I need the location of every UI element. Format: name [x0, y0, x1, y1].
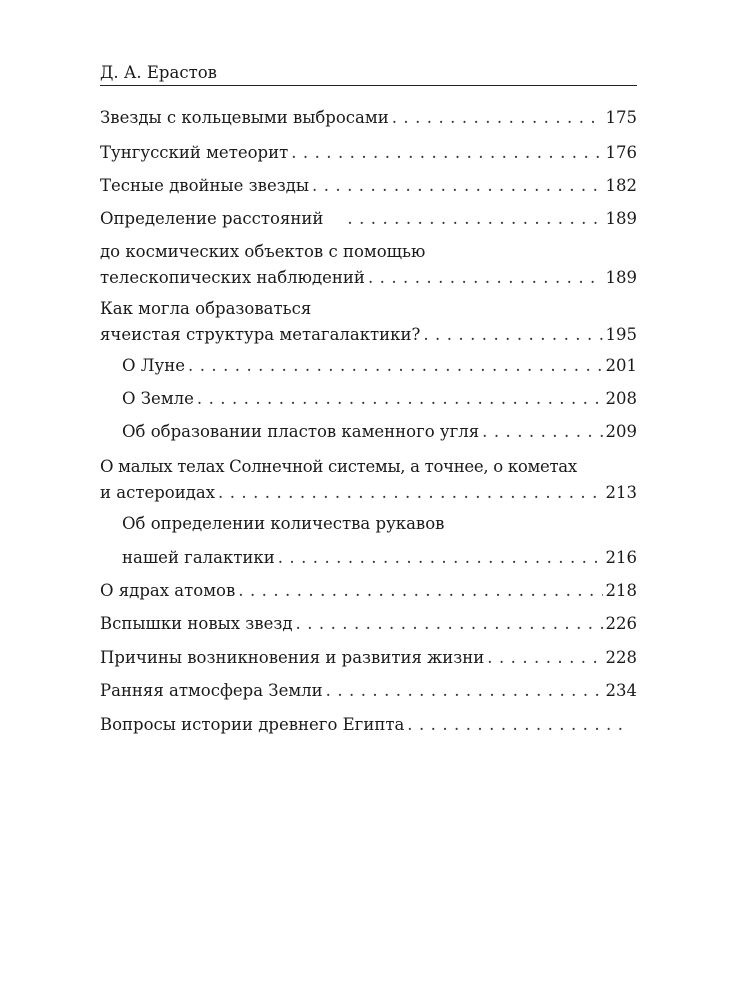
toc-entry-title: Вопросы истории древнего Египта: [100, 715, 405, 734]
toc-entry[interactable]: [100, 647, 637, 669]
toc-entry-page: 234: [605, 681, 637, 700]
toc-entry-page: 176: [605, 143, 637, 162]
toc-entry[interactable]: [122, 388, 637, 410]
dot-leader: [291, 142, 602, 164]
toc-entry-page: 175: [605, 108, 637, 127]
running-header: [100, 62, 637, 86]
toc-entry-title: телескопических наблюдений: [100, 268, 365, 287]
dot-leader: [407, 714, 627, 736]
toc-entry[interactable]: [100, 175, 637, 197]
dot-leader: [238, 580, 602, 602]
toc-entry[interactable]: [100, 241, 637, 289]
toc-entry-page: 189: [605, 268, 637, 287]
author-name: Д. А. Ерастов: [100, 63, 217, 82]
dot-leader: [278, 547, 603, 569]
toc-entry-line: до космических объектов с помощью: [100, 242, 426, 261]
dot-leader: [218, 482, 602, 504]
toc-entry[interactable]: [122, 421, 637, 443]
dot-leader: [392, 107, 603, 129]
toc-entry-title: ячеистая структура метагалактики?: [100, 325, 421, 344]
toc-entry[interactable]: [100, 142, 637, 164]
toc-entry-title: Определение расстояний: [100, 209, 324, 228]
toc-entry-title: Об образовании пластов каменного угля: [122, 422, 480, 441]
toc-entry-title: О ядрах атомов: [100, 581, 236, 600]
toc-entry-line: Как могла образоваться: [100, 299, 312, 318]
toc-entry-page: 218: [605, 581, 637, 600]
toc-entry-title: О Земле: [122, 389, 194, 408]
toc-entry-title: Вспышки новых звезд: [100, 614, 293, 633]
toc-entry-page: 201: [605, 356, 637, 375]
toc-entry-title: Звезды с кольцевыми выбросами: [100, 108, 389, 127]
toc-entry-page: 182: [605, 176, 637, 195]
dot-leader: [368, 267, 603, 289]
dot-leader: [326, 680, 603, 702]
toc-entry-title: О Луне: [122, 356, 186, 375]
toc-entry-page: 209: [605, 422, 637, 441]
toc-entry-title: и астероидах: [100, 483, 216, 502]
toc-entry-title: нашей галактики: [122, 548, 275, 567]
dot-leader: [197, 388, 603, 410]
toc-entry[interactable]: [100, 107, 637, 129]
dot-leader: [482, 421, 602, 443]
dot-leader: [296, 613, 603, 635]
dot-leader: [487, 647, 602, 669]
toc-entry-page: 195: [605, 325, 637, 344]
toc-entry-page: 226: [605, 614, 637, 633]
toc-entry[interactable]: [122, 513, 637, 569]
toc-entry-page: 208: [605, 389, 637, 408]
toc-entry[interactable]: [122, 355, 637, 377]
dot-leader: [188, 355, 602, 377]
toc-entry-page: 189: [605, 209, 637, 228]
toc-entry[interactable]: [100, 208, 637, 230]
toc-entry[interactable]: [100, 456, 637, 504]
toc-entry-page: 213: [605, 483, 637, 502]
toc-entry[interactable]: [100, 613, 637, 635]
toc-entry[interactable]: [100, 714, 637, 736]
toc-entry-title: Тунгусский метеорит: [100, 143, 289, 162]
toc-entry[interactable]: [100, 580, 637, 602]
dot-leader: [312, 175, 602, 197]
toc-entry-page: 216: [605, 548, 637, 567]
toc-entry-title: Причины возникновения и развития жизни: [100, 648, 485, 667]
toc-entry-line: Об определении количества рукавов: [122, 514, 445, 533]
dot-leader: [423, 324, 602, 346]
toc-entry-title: Тесные двойные звезды: [100, 176, 310, 195]
toc-entry[interactable]: [100, 680, 637, 702]
toc-entry-line: О малых телах Солнечной системы, а точнее, о кометах: [100, 457, 577, 476]
dot-leader: [347, 208, 602, 230]
toc-entry[interactable]: [100, 298, 637, 346]
toc-entry-page: 228: [605, 648, 637, 667]
toc-entry-title: Ранняя атмосфера Земли: [100, 681, 323, 700]
